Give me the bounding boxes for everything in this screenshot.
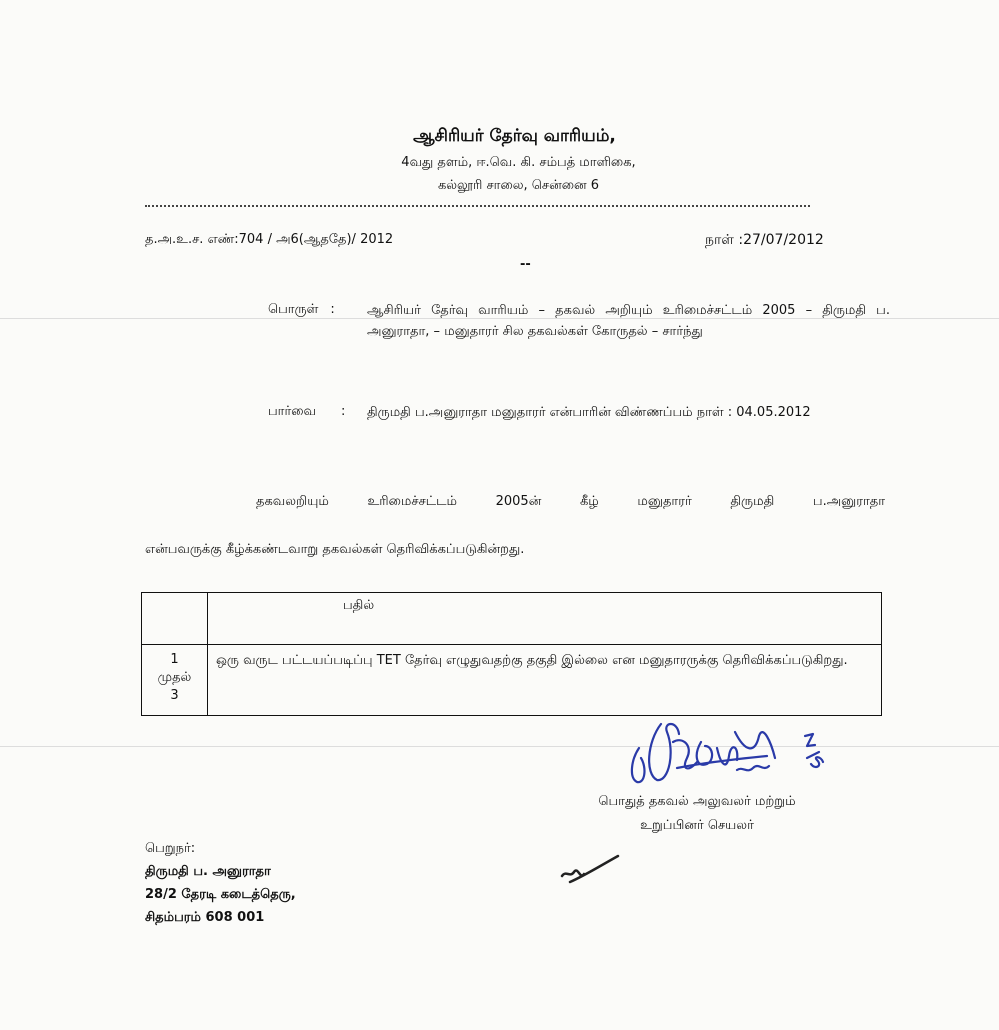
table-header-row bbox=[142, 593, 882, 645]
recipient-block bbox=[145, 837, 296, 929]
recipient-address-line-2: சிதம்பரம் 608 001 bbox=[145, 910, 265, 925]
address-line-1: 4வது தளம், ஈ.வெ. கி. சம்பத் மாளிகை, bbox=[401, 155, 636, 170]
recipient-name: திருமதி ப. அனுராதா bbox=[145, 864, 271, 879]
table-row-number: 1 முதல் 3 bbox=[142, 645, 208, 716]
officer-signature bbox=[617, 712, 907, 802]
signatory-title-line-1: பொதுத் தகவல் அலுவலர் மற்றும் bbox=[598, 794, 796, 809]
signatory-title bbox=[577, 790, 817, 838]
table-header-number-cell bbox=[142, 593, 208, 645]
subject-label-text: பொருள் bbox=[268, 302, 319, 317]
separator-mark: -- bbox=[520, 257, 531, 272]
table-header-cell: பதில் bbox=[208, 593, 882, 645]
reply-table bbox=[141, 592, 882, 716]
dotted-divider bbox=[145, 205, 810, 207]
recipient-label: பெறுநர்: bbox=[145, 841, 196, 856]
letterhead bbox=[0, 126, 999, 194]
body-paragraph-line-2: என்பவருக்கு கீழ்க்கண்டவாறு தகவல்கள் தெரிவிக்கப்படுகின்றது. bbox=[145, 542, 525, 557]
address-line-2: கல்லூரி சாலை, சென்னை 6 bbox=[437, 178, 600, 193]
subject-text: ஆசிரியர் தேர்வு வாரியம் – தகவல் அறியும் உரிமைச்சட்டம் 2005 – திருமதி ப. அனுராதா, – மனுதாரர் சில தகவல்கள் கோருதல் – சார்ந்து bbox=[367, 303, 890, 339]
body-paragraph-line-1: தகவலறியும் உரிமைச்சட்டம் 2005ன் கீழ் மனுதாரர் திருமதி ப.அனுராதா bbox=[256, 494, 885, 509]
table-row bbox=[142, 645, 882, 716]
subject-label bbox=[268, 302, 335, 318]
reference-number: த.அ.உ.ச. எண்:704 / அ6(ஆததே)/ 2012 bbox=[145, 232, 394, 247]
subject-colon: : bbox=[330, 302, 335, 317]
reference-label-text: பார்வை bbox=[268, 404, 317, 419]
reference-text: திருமதி ப.அனுராதா மனுதாரர் என்பாரின் விண்ணப்பம் நாள் : 04.05.2012 bbox=[367, 405, 811, 420]
table-row-answer: ஒரு வருட பட்டயப்படிப்பு TET தேர்வு எழுதுவதற்கு தகுதி இல்லை என மனுதாரருக்கு தெரிவிக்கப்படுகிறது. bbox=[208, 645, 882, 716]
office-name: ஆசிரியர் தேர்வு வாரியம், bbox=[413, 126, 616, 146]
recipient-address-line-1: 28/2 தேரடி கடைத்தெரு, bbox=[145, 887, 296, 902]
signatory-title-line-2: உறுப்பினர் செயலர் bbox=[640, 818, 754, 833]
letter-date: நாள் :27/07/2012 bbox=[705, 232, 824, 248]
reference-label bbox=[268, 404, 345, 420]
initial-scribble bbox=[560, 850, 620, 890]
reference-colon: : bbox=[341, 404, 346, 419]
